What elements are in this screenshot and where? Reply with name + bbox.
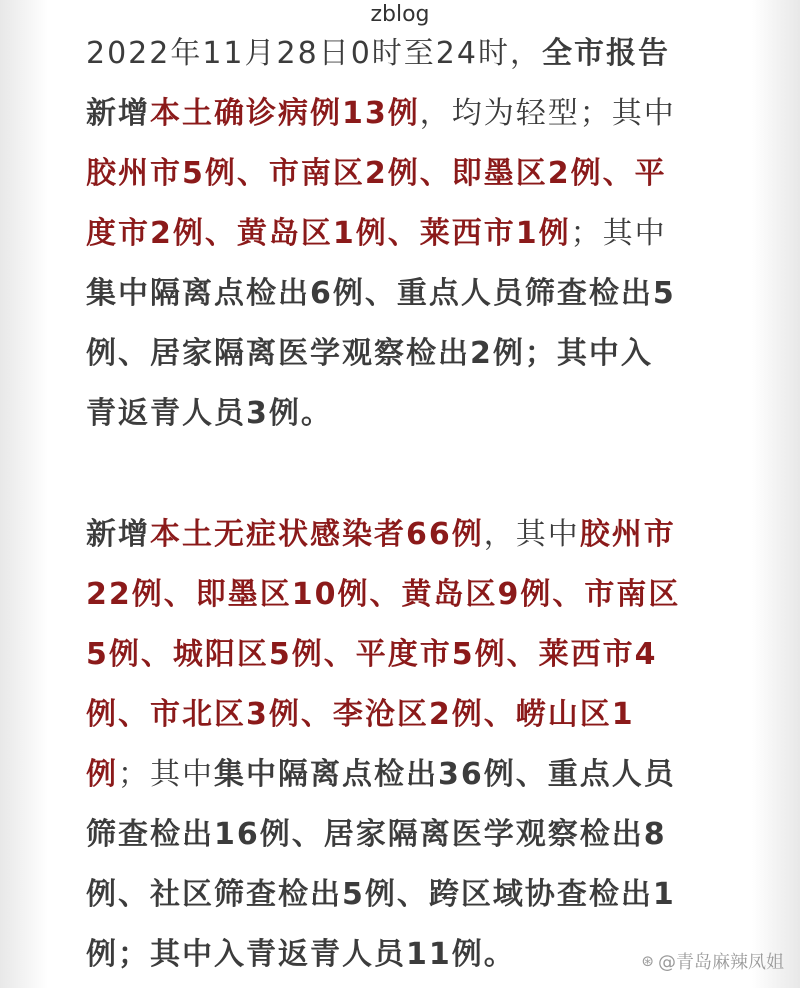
body-text: 全市报告 [541, 36, 670, 71]
text-line [86, 324, 726, 384]
highlighted-text: 22例、即墨区10例、黄岛区9例、市南区 [86, 577, 681, 612]
watermark-text: @青岛麻辣凤姐 [658, 952, 784, 973]
body-text: ；其中 [570, 216, 667, 251]
body-text: 青返青人员3例。 [86, 396, 333, 431]
text-line [86, 745, 726, 805]
camera-icon: ⊛ [641, 952, 654, 970]
body-text: 例、社区筛查检出5例、跨区域协查检出1 [86, 877, 676, 912]
paragraph-asymptomatic-cases [86, 505, 726, 985]
body-text: ；其中 [118, 757, 214, 792]
text-line [86, 925, 726, 985]
text-line [86, 865, 726, 925]
highlighted-text: 胶州市 [579, 517, 676, 552]
site-label: zblog [370, 2, 430, 27]
body-text: ，其中 [483, 517, 580, 552]
highlighted-text: 5例、城阳区5例、平度市5例、莱西市4 [86, 637, 658, 672]
text-line [86, 805, 726, 865]
body-text: 筛查检出16例、居家隔离医学观察检出8 [86, 817, 667, 852]
body-text: 新增 [86, 517, 150, 552]
highlighted-text: 本土确诊病例13例 [150, 96, 420, 131]
text-line [86, 24, 726, 84]
text-line [86, 204, 726, 264]
body-text: 集中隔离点检出36例、重点人员 [214, 757, 676, 792]
watermark [641, 948, 784, 974]
text-line [86, 685, 726, 745]
body-text: 新增 [86, 96, 150, 131]
highlighted-text: 度市2例、黄岛区1例、莱西市1例 [86, 216, 571, 251]
body-text: 例；其中入青返青人员11例。 [86, 937, 516, 972]
text-line [86, 264, 726, 324]
text-line [86, 625, 726, 685]
body-text: ，均为轻型；其中 [419, 96, 676, 131]
paragraph-confirmed-cases [86, 24, 726, 444]
text-line [86, 505, 726, 565]
text-line [86, 384, 726, 444]
highlighted-text: 胶州市5例、市南区2例、即墨区2例、平 [86, 156, 667, 191]
text-line [86, 144, 726, 204]
body-text: 例、居家隔离医学观察检出2例；其中入 [86, 336, 653, 371]
highlighted-text: 例 [86, 757, 118, 792]
body-text: 集中隔离点检出6例、重点人员筛查检出5 [86, 276, 676, 311]
highlighted-text: 本土无症状感染者66例 [150, 517, 484, 552]
text-line [86, 84, 726, 144]
body-text: 2022年11月28日0时至24时， [86, 36, 542, 71]
text-line [86, 565, 726, 625]
highlighted-text: 例、市北区3例、李沧区2例、崂山区1 [86, 697, 635, 732]
